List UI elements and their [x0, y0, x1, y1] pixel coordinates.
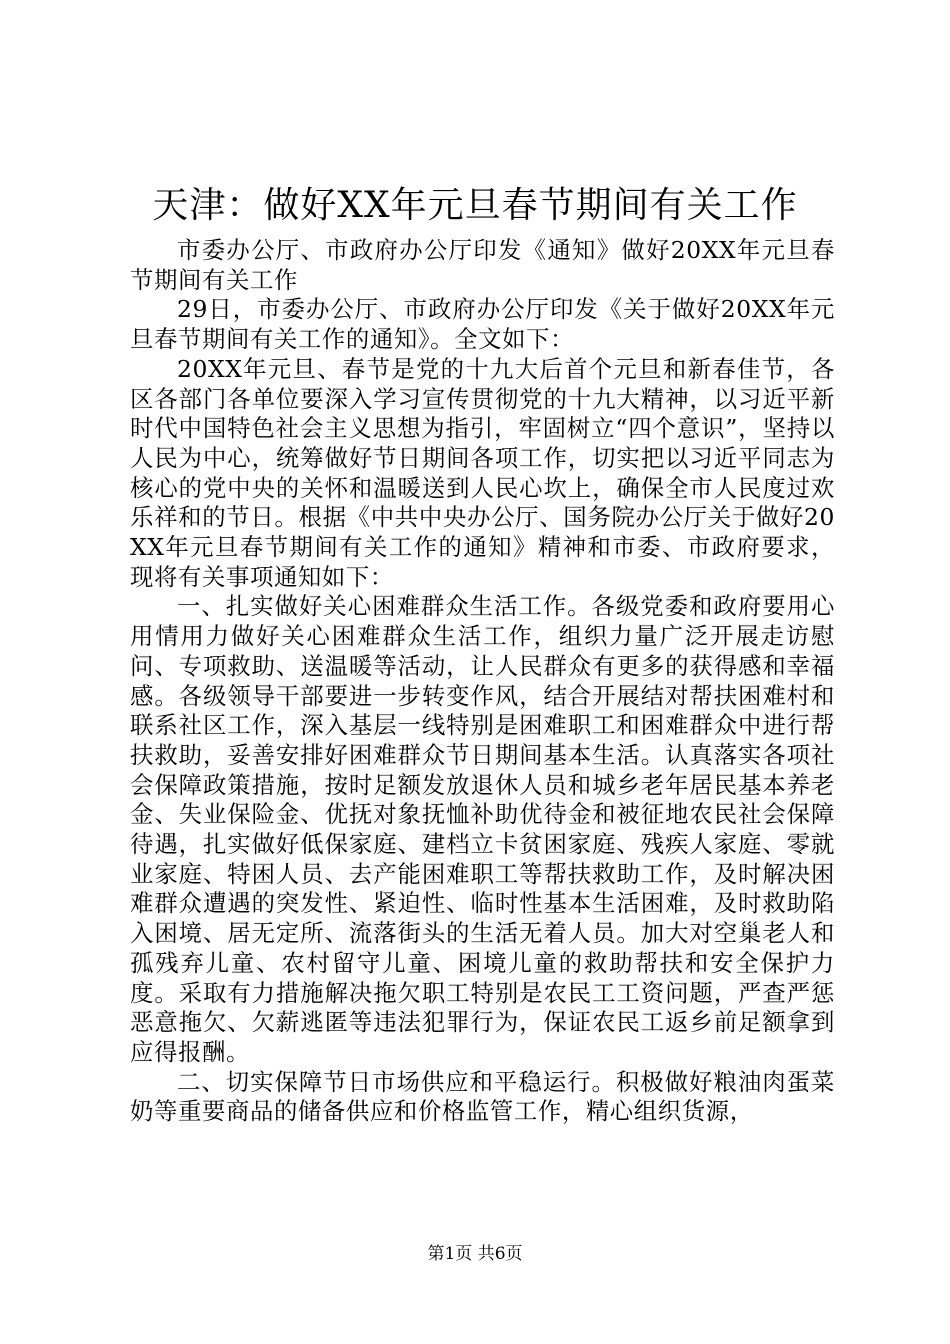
paragraph-section-two: 二、切实保障节日市场供应和平稳运行。积极做好粮油肉蛋菜奶等重要商品的储备供应和价格监管工作，精心组织货源， [130, 1067, 835, 1126]
paragraph-intro: 29日，市委办公厅、市政府办公厅印发《关于做好20XX年元旦春节期间有关工作的通知》。全文如下： [130, 295, 835, 354]
page-number-footer: 第1页 共6页 [427, 1244, 523, 1264]
document-body [130, 236, 835, 1127]
paragraph-section-one: 一、扎实做好关心困难群众生活工作。各级党委和政府要用心用情用力做好关心困难群众生活工作，组织力量广泛开展走访慰问、专项救助、送温暖等活动，让人民群众有更多的获得感和幸福感。各级领导干部要进一步转变作风，结合开展结对帮扶困难村和联系社区工作，深入基层一线特别是困难职工和困难群众中进行帮扶救助，妥善安排好困难群众节日期间基本生活。认真落实各项社会保障政策措施，按时足额发放退休人员和城乡老年居民基本养老金、失业保险金、优抚对象抚恤补助优待金和被征地农民社会保障待遇，扎实做好低保家庭、建档立卡贫困家庭、残疾人家庭、零就业家庭、特困人员、去产能困难职工等帮扶救助工作，及时解决困难群众遭遇的突发性、紧迫性、临时性基本生活困难，及时救助陷入困境、居无定所、流落街头的生活无着人员。加大对空巢老人和孤残弃儿童、农村留守儿童、困境儿童的救助帮扶和安全保护力度。采取有力措施解决拖欠职工特别是农民工工资问题，严查严惩恶意拖欠、欠薪逃匿等违法犯罪行为，保证农民工返乡前足额拿到应得报酬。 [130, 592, 835, 1066]
paragraph-subtitle: 市委办公厅、市政府办公厅印发《通知》做好20XX年元旦春节期间有关工作 [130, 236, 835, 294]
paragraph-preamble: 20XX年元旦、春节是党的十九大后首个元旦和新春佳节，各区各部门各单位要深入学习宣传贯彻党的十九大精神，以习近平新时代中国特色社会主义思想为指引，牢固树立“四个意识”，坚持以人民为中心，统筹做好节日期间各项工作，切实把以习近平同志为核心的党中央的关怀和温暖送到人民心坎上，确保全市人民度过欢乐祥和的节日。根据《中共中央办公厅、国务院办公厅关于做好20XX年元旦春节期间有关工作的通知》精神和市委、市政府要求，现将有关事项通知如下： [130, 354, 835, 591]
document-title: 天津：做好XX年元旦春节期间有关工作 [152, 185, 798, 226]
